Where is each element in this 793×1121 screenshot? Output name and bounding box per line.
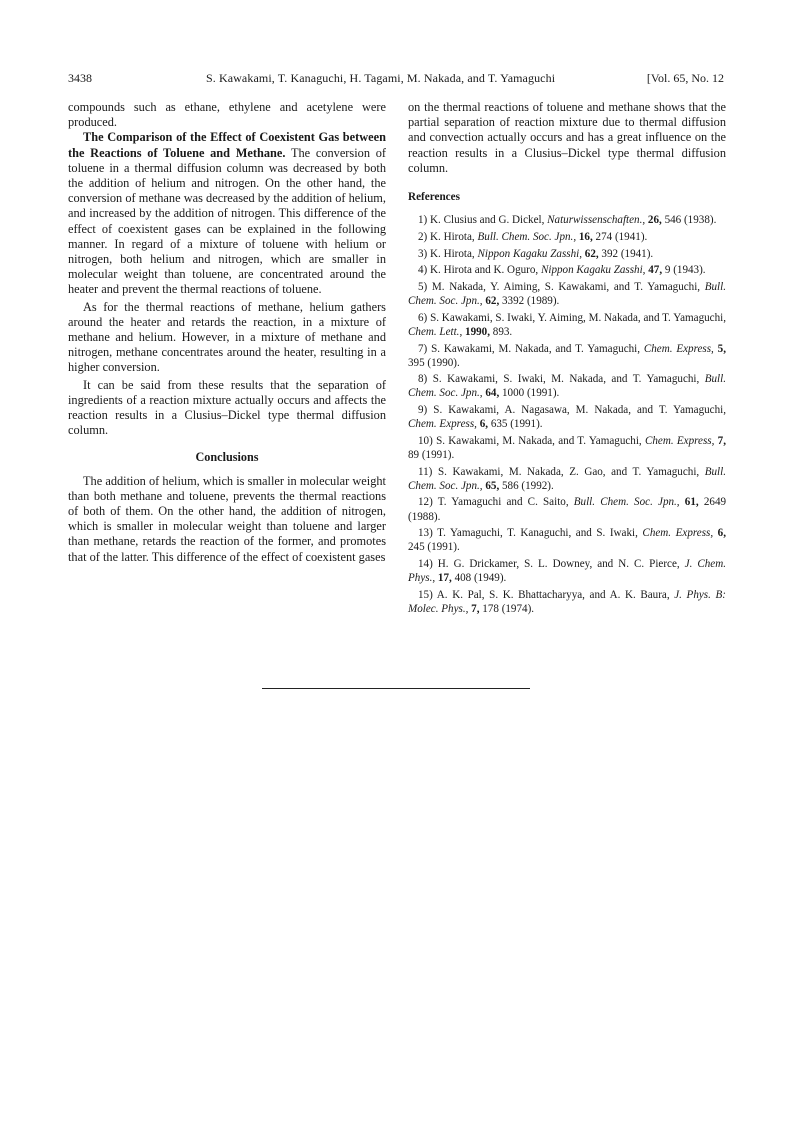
paragraph: [68, 130, 386, 297]
reference-number: 2): [418, 230, 428, 243]
reference-number: 14): [418, 558, 433, 570]
page-number: 3438: [68, 71, 92, 85]
reference-journal: Naturwissenschaften.,: [547, 214, 646, 227]
left-column: [68, 100, 386, 565]
reference-authors: H. G. Drickamer, S. L. Downey, and N. C. Pierce,: [437, 558, 680, 570]
reference-item: [408, 230, 726, 244]
reference-item: [408, 495, 726, 523]
references-heading: References: [408, 191, 460, 204]
reference-item: [408, 557, 726, 585]
reference-item: [408, 372, 726, 400]
reference-journal: Bull. Chem. Soc. Jpn.,: [408, 465, 726, 492]
reference-journal: Nippon Kagaku Zasshi,: [477, 247, 582, 260]
reference-volume: 62,: [584, 247, 599, 260]
reference-journal: J. Chem. Phys.,: [408, 558, 726, 585]
reference-pages-year: 893.: [492, 325, 513, 338]
reference-authors: K. Clusius and G. Dickel,: [430, 214, 545, 227]
reference-volume: 7,: [471, 602, 480, 615]
reference-item: [408, 311, 726, 339]
reference-journal: Chem. Express,: [643, 342, 714, 355]
reference-number: 6): [418, 311, 428, 324]
reference-item: [408, 213, 726, 227]
reference-number: 11): [418, 465, 433, 478]
reference-authors: S. Kawakami, S. Iwaki, Y. Aiming, M. Nakada, and T. Yamaguchi,: [430, 311, 727, 324]
reference-number: 13): [418, 527, 433, 540]
reference-item: [408, 403, 726, 431]
reference-journal: Bull. Chem. Soc. Jpn.,: [408, 280, 726, 308]
reference-item: [408, 247, 726, 261]
reference-pages-year: 395 (1990).: [408, 356, 460, 369]
reference-volume: 6,: [717, 527, 726, 540]
reference-authors: K. Hirota,: [430, 230, 475, 243]
reference-volume: 1990,: [465, 325, 490, 338]
reference-pages-year: 9 (1943).: [664, 264, 706, 277]
run-in-heading: The Comparison of the Effect of Coexistent Gas between the Reactions of Toluene and Methane.: [68, 130, 386, 160]
reference-volume: 17,: [437, 572, 452, 585]
reference-authors: S. Kawakami, A. Nagasawa, M. Nakada, and T. Yamaguchi,: [433, 404, 726, 417]
reference-item: [408, 465, 726, 493]
reference-journal: Chem. Express,: [642, 527, 714, 540]
reference-item: [408, 526, 726, 554]
reference-item: [408, 280, 726, 308]
end-rule: [262, 688, 530, 689]
reference-journal: Chem. Lett.,: [408, 325, 463, 338]
reference-volume: 47,: [648, 264, 663, 277]
reference-number: 10): [418, 434, 433, 447]
reference-authors: S. Kawakami, M. Nakada, and T. Yamaguchi,: [431, 342, 641, 355]
reference-journal: Bull. Chem. Soc. Jpn.,: [477, 230, 577, 243]
reference-volume: 61,: [684, 496, 699, 509]
reference-pages-year: 408 (1949).: [454, 572, 507, 585]
reference-pages-year: 392 (1941).: [601, 247, 654, 260]
reference-item: [408, 342, 726, 370]
reference-volume: 65,: [485, 479, 500, 492]
reference-pages-year: 274 (1941).: [595, 230, 648, 243]
reference-number: 4): [418, 264, 428, 277]
reference-authors: A. K. Pal, S. K. Bhattacharyya, and A. K. Baura,: [436, 588, 670, 601]
paragraph: compounds such as ethane, ethylene and acetylene were produced.: [68, 100, 386, 130]
paragraph: It can be said from these results that the separation of ingredients of a reaction mixture actually occurs and affects the reaction results in a Clusius–Dickel type thermal diffusion column.: [68, 377, 386, 438]
reference-number: 15): [418, 588, 433, 601]
reference-volume: 26,: [647, 214, 662, 227]
reference-pages-year: 178 (1974).: [482, 602, 535, 615]
reference-volume: 7,: [717, 434, 726, 447]
reference-pages-year: 89 (1991).: [408, 448, 455, 461]
reference-pages-year: 635 (1991).: [490, 418, 543, 431]
reference-journal: Nippon Kagaku Zasshi,: [540, 264, 646, 277]
reference-list: [408, 213, 726, 616]
reference-volume: 5,: [717, 342, 726, 355]
reference-number: 12): [418, 496, 433, 509]
reference-volume: 16,: [578, 230, 593, 243]
reference-item: [408, 588, 726, 616]
reference-volume: 6,: [479, 418, 489, 431]
reference-number: 9): [418, 404, 428, 417]
reference-authors: K. Hirota and K. Oguro,: [430, 264, 539, 277]
paragraph: As for the thermal reactions of methane, helium gathers around the heater and retards the reaction, in a mixture of methane and helium. However, in a mixture of methane and nitrogen, methane concentrates around the heater, resulting in a higher conversion.: [68, 299, 386, 375]
reference-authors: T. Yamaguchi and C. Saito,: [437, 496, 569, 509]
reference-number: 7): [418, 342, 428, 355]
reference-journal: Bull. Chem. Soc. Jpn.,: [408, 373, 726, 400]
reference-pages-year: 546 (1938).: [664, 214, 717, 227]
paragraph: on the thermal reactions of toluene and methane shows that the partial separation of reaction mixture due to thermal diffusion and convection actually occurs and has a great influence on the reaction results in a Clusius–Dickel type thermal diffusion column.: [408, 100, 726, 175]
reference-authors: T. Yamaguchi, T. Kanaguchi, and S. Iwaki,: [437, 527, 638, 540]
reference-authors: S. Kawakami, S. Iwaki, M. Nakada, and T. Yamaguchi,: [432, 373, 700, 386]
reference-journal: Chem. Express,: [408, 418, 477, 431]
running-header: [68, 70, 724, 86]
reference-item: [408, 263, 726, 277]
paragraph: The addition of helium, which is smaller in molecular weight than both methane and toluene, prevents the thermal reactions of both of them. On the other hand, the addition of nitrogen, which is smaller in molecular weight than toluene and larger than methane, retards the reaction of the former, and promotes that of the latter. This difference of the effect of coexistent gases: [68, 473, 386, 564]
volume-issue: [Vol. 65, No. 12: [646, 71, 724, 85]
reference-number: 5): [418, 280, 428, 293]
reference-item: [408, 434, 726, 462]
reference-pages-year: 245 (1991).: [408, 541, 460, 554]
reference-pages-year: 3392 (1989).: [502, 295, 560, 308]
paragraph-body: The conversion of toluene in a thermal diffusion column was decreased by both the addition of helium and nitrogen. On the other hand, the conversion of methane was decreased by the addition of helium, and increased by the addition of nitrogen. This difference of the effect of coexistent gases can be explained in the following manner. In regard of a mixture of toluene with helium or nitrogen, both helium and nitrogen, which are smaller in molecular weight than toluene, are concentrated around the heater and prevent the thermal reactions of toluene.: [68, 145, 386, 297]
reference-number: 1): [418, 214, 428, 227]
reference-volume: 62,: [485, 295, 500, 308]
section-heading: Conclusions: [195, 450, 259, 465]
reference-journal: Chem. Express,: [644, 434, 715, 447]
running-head-authors: S. Kawakami, T. Kanaguchi, H. Tagami, M. Nakada, and T. Yamaguchi: [206, 71, 556, 85]
reference-authors: S. Kawakami, M. Nakada, and T. Yamaguchi,: [436, 434, 642, 447]
reference-pages-year: 586 (1992).: [502, 479, 554, 492]
reference-volume: 64,: [485, 387, 500, 400]
reference-number: 8): [418, 373, 428, 386]
reference-number: 3): [418, 247, 428, 260]
reference-authors: M. Nakada, Y. Aiming, S. Kawakami, and T. Yamaguchi,: [431, 280, 701, 293]
reference-journal: J. Phys. B: Molec. Phys.,: [408, 588, 726, 615]
reference-authors: S. Kawakami, M. Nakada, Z. Gao, and T. Yamaguchi,: [437, 465, 700, 478]
reference-journal: Bull. Chem. Soc. Jpn.,: [573, 496, 680, 509]
reference-pages-year: 2649 (1988).: [408, 496, 727, 523]
right-column: [408, 100, 726, 619]
reference-pages-year: 1000 (1991).: [502, 387, 560, 400]
reference-authors: K. Hirota,: [430, 247, 475, 260]
